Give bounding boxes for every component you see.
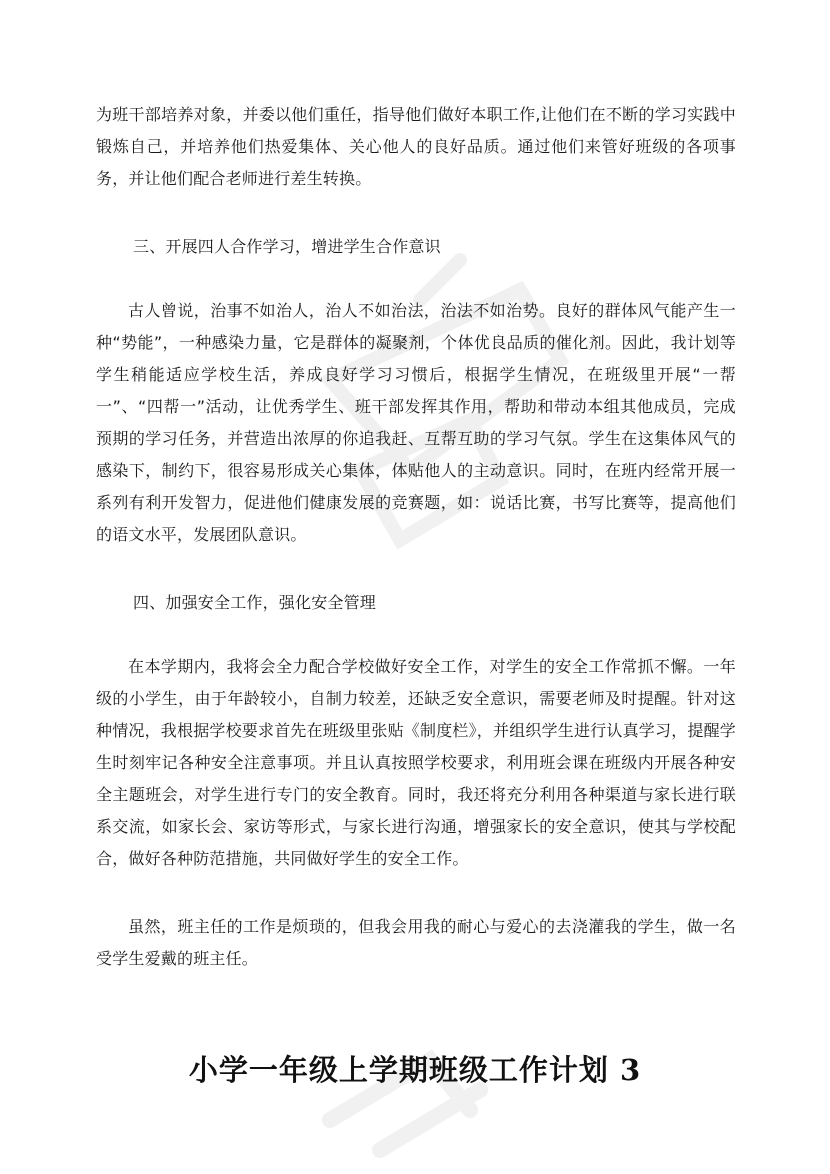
paragraph-conclusion: 虽然，班主任的工作是烦琐的，但我会用我的耐心与爱心的去浇灌我的学生，做一名受学生爱戴的班主任。	[96, 917, 736, 968]
paragraph-safety: 在本学期内，我将会全力配合学校做好安全工作，对学生的安全工作常抓不懈。一年级的小学生，由于年龄较小，自制力较差，还缺乏安全意识，需要老师及时提醒。针对这种情况，我根据学校要求首先在班级里张贴《制度栏》，并组织学生进行认真学习，提醒学生时刻牢记各种安全注意事项。并且认真按照学校要求，利用班会课在班级内开展各种安全主题班会，对学生进行专门的安全教育。同时，我还将充分利用各种渠道与家长进行联系交流，如家长会、家访等形式，与家长进行沟通，增强家长的安全意识，使其与学校配合，做好各种防范措施，共同做好学生的安全工作。	[96, 657, 737, 868]
document-body	[96, 99, 736, 975]
document-title: 小学一年级上学期班级工作计划 3	[188, 1053, 642, 1087]
section-heading-4: 四、加强安全工作，强化安全管理	[133, 593, 377, 612]
paragraph-cooperation: 古人曾说，治事不如治人，治人不如治法，治法不如治势。良好的群体风气能产生一种“势能”，一种感染力量，它是群体的凝聚剂，个体优良品质的催化剂。因此，我计划等学生稍能适应学校生活，养成良好学习习惯后，根据学生情况，在班级里开展“一帮一”、“四帮一”活动，让优秀学生、班干部发挥其作用，帮助和带动本组其他成员，完成预期的学习任务，并营造出浓厚的你追我赶、互帮互助的学习气氛。学生在这集体风气的感染下，制约下，很容易形成关心集体，体贴他人的主动意识。同时，在班内经常开展一系列有利开发智力，促进他们健康发展的竞赛题，如：说话比赛，书写比赛等，提高他们的语文水平，发展团队意识。	[96, 301, 736, 544]
paragraph-class-cadres: 为班干部培养对象，并委以他们重任，指导他们做好本职工作,让他们在不断的学习实践中锻炼自己，并培养他们热爱集体、关心他人的良好品质。通过他们来管好班级的各项事务，并让他们配合老师进行差生转换。	[96, 105, 736, 188]
section-heading-3: 三、开展四人合作学习，增进学生合作意识	[133, 237, 441, 256]
